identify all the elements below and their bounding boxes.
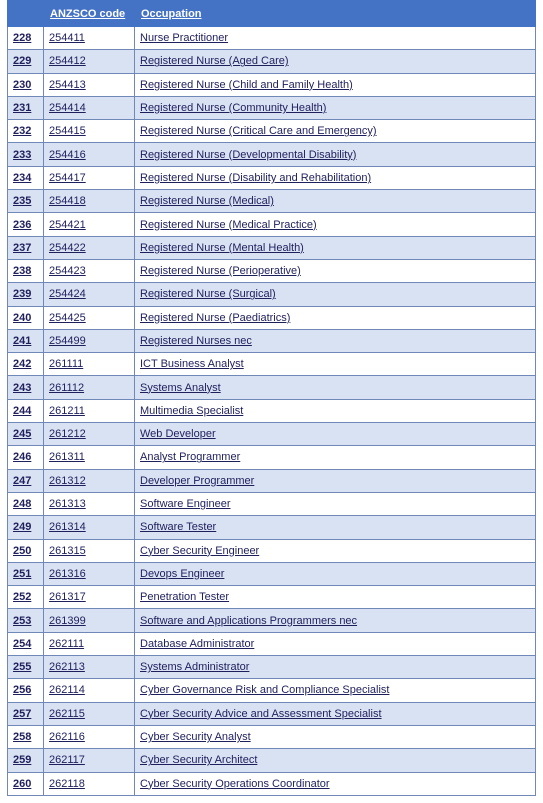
table-row [8,259,536,282]
occupation-link[interactable]: Database Administrator [135,632,536,655]
table-row [8,679,536,702]
row-number-link[interactable]: 230 [8,73,44,96]
anzsco-code-link[interactable]: 262115 [44,702,135,725]
table-row [8,399,536,422]
anzsco-code-link[interactable]: 254416 [44,143,135,166]
table-row [8,120,536,143]
anzsco-code-link[interactable]: 254418 [44,190,135,213]
row-number-link[interactable]: 260 [8,772,44,795]
table-row [8,702,536,725]
table-row [8,586,536,609]
row-number-link[interactable]: 248 [8,492,44,515]
anzsco-code-link[interactable]: 262118 [44,772,135,795]
table-row [8,492,536,515]
table-row [8,283,536,306]
row-number-link[interactable]: 236 [8,213,44,236]
table-row [8,562,536,585]
occupation-link[interactable]: Cyber Security Engineer [135,539,536,562]
row-number-link[interactable]: 259 [8,749,44,772]
occupation-link[interactable]: Registered Nurse (Surgical) [135,283,536,306]
table-row [8,27,536,50]
occupation-link[interactable]: Registered Nurses nec [135,329,536,352]
row-number-link[interactable]: 246 [8,446,44,469]
occupation-table [7,0,536,796]
occupation-link[interactable]: Cyber Security Architect [135,749,536,772]
table-row [8,376,536,399]
anzsco-code-link[interactable]: 254411 [44,27,135,50]
table-body [8,27,536,796]
occupation-link[interactable]: Registered Nurse (Community Health) [135,96,536,119]
table-row [8,423,536,446]
table-row [8,609,536,632]
occupation-link[interactable]: Web Developer [135,423,536,446]
anzsco-code-link[interactable]: 261317 [44,586,135,609]
occupation-link[interactable]: Registered Nurse (Child and Family Health) [135,73,536,96]
row-number-link[interactable]: 243 [8,376,44,399]
occupation-link[interactable]: Software Engineer [135,492,536,515]
table-row [8,329,536,352]
occupation-link[interactable]: Cyber Governance Risk and Compliance Specialist [135,679,536,702]
header-anzsco-code[interactable]: ANZSCO code [44,1,135,27]
row-number-link[interactable]: 258 [8,725,44,748]
row-number-link[interactable]: 234 [8,166,44,189]
anzsco-code-link[interactable]: 262111 [44,632,135,655]
occupation-link[interactable]: Nurse Practitioner [135,27,536,50]
row-number-link[interactable]: 247 [8,469,44,492]
table-row [8,236,536,259]
header-row [8,1,536,27]
row-number-link[interactable]: 254 [8,632,44,655]
table-row [8,73,536,96]
row-number-link[interactable]: 250 [8,539,44,562]
occupation-link[interactable]: Registered Nurse (Paediatrics) [135,306,536,329]
row-number-link[interactable]: 239 [8,283,44,306]
row-number-link[interactable]: 244 [8,399,44,422]
anzsco-code-link[interactable]: 254422 [44,236,135,259]
occupation-link[interactable]: Software Tester [135,516,536,539]
table-row [8,469,536,492]
table-row [8,725,536,748]
table-row [8,353,536,376]
table-row [8,632,536,655]
anzsco-code-link[interactable]: 261211 [44,399,135,422]
occupation-link[interactable]: Systems Analyst [135,376,536,399]
row-number-link[interactable]: 240 [8,306,44,329]
anzsco-code-link[interactable]: 261316 [44,562,135,585]
row-number-link[interactable]: 256 [8,679,44,702]
anzsco-code-link[interactable]: 262114 [44,679,135,702]
table-row [8,446,536,469]
occupation-link[interactable]: Registered Nurse (Perioperative) [135,259,536,282]
anzsco-code-link[interactable]: 261311 [44,446,135,469]
anzsco-code-link[interactable]: 261212 [44,423,135,446]
occupation-link[interactable]: Analyst Programmer [135,446,536,469]
anzsco-code-link[interactable]: 261315 [44,539,135,562]
anzsco-code-link[interactable]: 261112 [44,376,135,399]
table-row [8,50,536,73]
anzsco-code-link[interactable]: 261399 [44,609,135,632]
row-number-link[interactable]: 232 [8,120,44,143]
table-row [8,516,536,539]
row-number-link[interactable]: 249 [8,516,44,539]
anzsco-code-link[interactable]: 262117 [44,749,135,772]
row-number-link[interactable]: 238 [8,259,44,282]
anzsco-code-link[interactable]: 261313 [44,492,135,515]
occupation-link[interactable]: Registered Nurse (Medical) [135,190,536,213]
table-row [8,143,536,166]
occupation-link[interactable]: Multimedia Specialist [135,399,536,422]
row-number-link[interactable]: 235 [8,190,44,213]
row-number-link[interactable]: 231 [8,96,44,119]
occupation-link[interactable]: Systems Administrator [135,656,536,679]
anzsco-code-link[interactable]: 254423 [44,259,135,282]
row-number-link[interactable]: 233 [8,143,44,166]
anzsco-code-link[interactable]: 254424 [44,283,135,306]
row-number-link[interactable]: 242 [8,353,44,376]
row-number-link[interactable]: 229 [8,50,44,73]
table-row [8,749,536,772]
anzsco-code-link[interactable]: 254421 [44,213,135,236]
row-number-link[interactable]: 245 [8,423,44,446]
occupation-link[interactable]: Registered Nurse (Developmental Disability) [135,143,536,166]
occupation-link[interactable]: Devops Engineer [135,562,536,585]
row-number-link[interactable]: 257 [8,702,44,725]
table-row [8,190,536,213]
row-number-link[interactable]: 252 [8,586,44,609]
header-occupation[interactable]: Occupation [135,1,536,27]
occupation-link[interactable]: Cyber Security Advice and Assessment Specialist [135,702,536,725]
anzsco-code-link[interactable]: 261312 [44,469,135,492]
table-row [8,656,536,679]
anzsco-code-link[interactable]: 262113 [44,656,135,679]
anzsco-code-link[interactable]: 254425 [44,306,135,329]
anzsco-code-link[interactable]: 254413 [44,73,135,96]
occupation-link[interactable]: Cyber Security Analyst [135,725,536,748]
table-row [8,772,536,795]
table-row [8,213,536,236]
occupation-link[interactable]: Developer Programmer [135,469,536,492]
row-number-link[interactable]: 253 [8,609,44,632]
row-number-link[interactable]: 237 [8,236,44,259]
table-row [8,96,536,119]
anzsco-code-link[interactable]: 261111 [44,353,135,376]
occupation-link[interactable]: Registered Nurse (Disability and Rehabilitation) [135,166,536,189]
anzsco-code-link[interactable]: 254414 [44,96,135,119]
occupation-link[interactable]: Registered Nurse (Medical Practice) [135,213,536,236]
row-number-link[interactable]: 228 [8,27,44,50]
occupation-link[interactable]: Registered Nurse (Mental Health) [135,236,536,259]
header-number [8,1,44,27]
row-number-link[interactable]: 251 [8,562,44,585]
anzsco-code-link[interactable]: 261314 [44,516,135,539]
row-number-link[interactable]: 241 [8,329,44,352]
anzsco-code-link[interactable]: 262116 [44,725,135,748]
anzsco-code-link[interactable]: 254412 [44,50,135,73]
table-row [8,539,536,562]
table-row [8,306,536,329]
anzsco-code-link[interactable]: 254415 [44,120,135,143]
occupation-link[interactable]: Cyber Security Operations Coordinator [135,772,536,795]
occupation-link[interactable]: Registered Nurse (Aged Care) [135,50,536,73]
occupation-link[interactable]: Registered Nurse (Critical Care and Emergency) [135,120,536,143]
occupation-link[interactable]: Penetration Tester [135,586,536,609]
anzsco-code-link[interactable]: 254499 [44,329,135,352]
table-row [8,166,536,189]
occupation-link[interactable]: ICT Business Analyst [135,353,536,376]
row-number-link[interactable]: 255 [8,656,44,679]
anzsco-code-link[interactable]: 254417 [44,166,135,189]
occupation-link[interactable]: Software and Applications Programmers nec [135,609,536,632]
